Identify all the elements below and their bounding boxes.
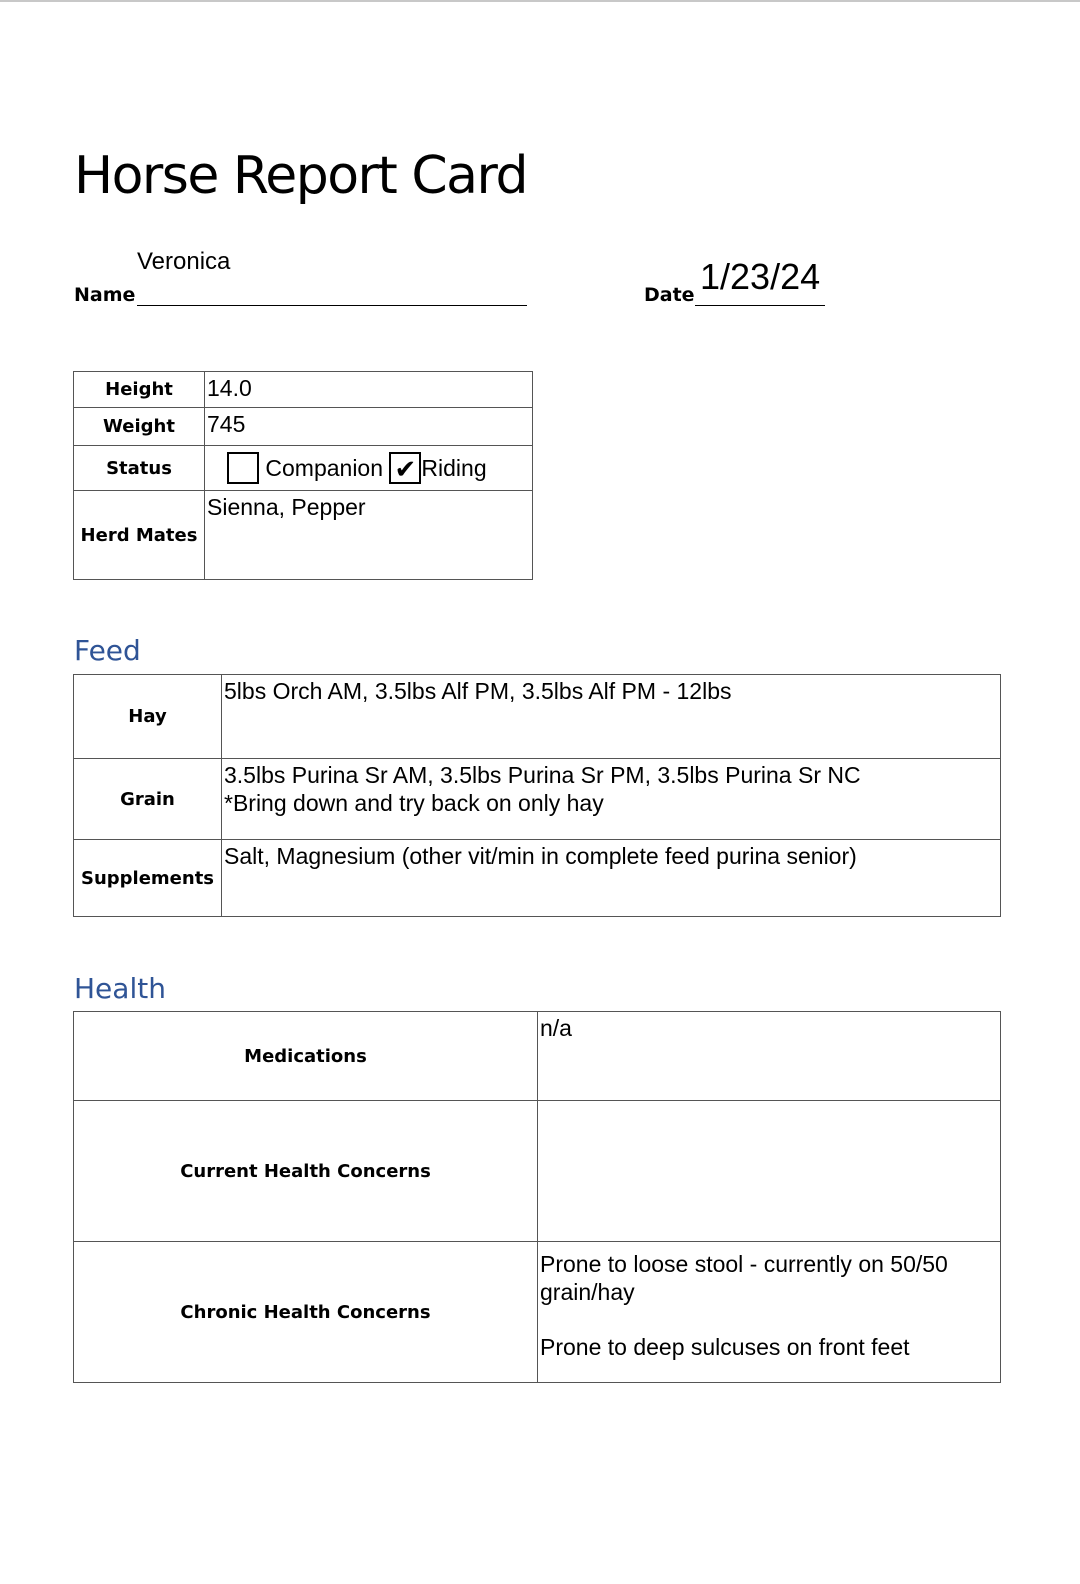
check-mark-icon: ✔ — [394, 454, 417, 484]
height-value[interactable]: 14.0 — [205, 372, 533, 408]
info-table — [73, 371, 533, 580]
riding-label: Riding — [421, 455, 487, 481]
herd-mates-value[interactable]: Sienna, Pepper — [205, 491, 533, 580]
feed-section-title: Feed — [74, 634, 141, 667]
weight-value[interactable]: 745 — [205, 408, 533, 446]
status-label: Status — [74, 446, 205, 491]
chronic-line-1: Prone to loose stool - currently on 50/50 grain/hay — [540, 1251, 948, 1305]
status-options — [205, 446, 533, 491]
hay-value[interactable]: 5lbs Orch AM, 3.5lbs Alf PM, 3.5lbs Alf PM - 12lbs — [222, 675, 1001, 759]
page-title: Horse Report Card — [74, 146, 527, 206]
supplements-label: Supplements — [74, 840, 222, 917]
grain-value[interactable] — [222, 759, 1001, 840]
companion-checkbox[interactable] — [227, 452, 259, 484]
feed-table — [73, 674, 1001, 917]
medications-label: Medications — [74, 1012, 538, 1101]
grain-line-2: *Bring down and try back on only hay — [224, 790, 604, 816]
date-underline — [695, 305, 825, 306]
chronic-line-2: Prone to deep sulcuses on front feet — [540, 1334, 910, 1360]
chronic-health-label: Chronic Health Concerns — [74, 1242, 538, 1383]
date-value[interactable]: 1/23/24 — [700, 256, 821, 297]
medications-value[interactable]: n/a — [538, 1012, 1001, 1101]
current-health-label: Current Health Concerns — [74, 1101, 538, 1242]
current-health-value[interactable] — [538, 1101, 1001, 1242]
health-section-title: Health — [74, 972, 166, 1005]
chronic-health-value[interactable] — [538, 1242, 1001, 1383]
hay-label: Hay — [74, 675, 222, 759]
herd-mates-label: Herd Mates — [74, 491, 205, 580]
riding-checkbox[interactable] — [389, 452, 421, 484]
grain-line-1: 3.5lbs Purina Sr AM, 3.5lbs Purina Sr PM, 3.5lbs Purina Sr NC — [224, 762, 861, 788]
height-label: Height — [74, 372, 205, 408]
page-top-rule — [0, 0, 1080, 2]
name-underline — [137, 305, 527, 306]
grain-label: Grain — [74, 759, 222, 840]
supplements-value[interactable]: Salt, Magnesium (other vit/min in complete feed purina senior) — [222, 840, 1001, 917]
date-label: Date — [644, 284, 695, 306]
health-table — [73, 1011, 1001, 1383]
name-label: Name — [74, 284, 136, 306]
weight-label: Weight — [74, 408, 205, 446]
name-value[interactable]: Veronica — [137, 248, 231, 275]
companion-label: Companion — [265, 455, 384, 481]
